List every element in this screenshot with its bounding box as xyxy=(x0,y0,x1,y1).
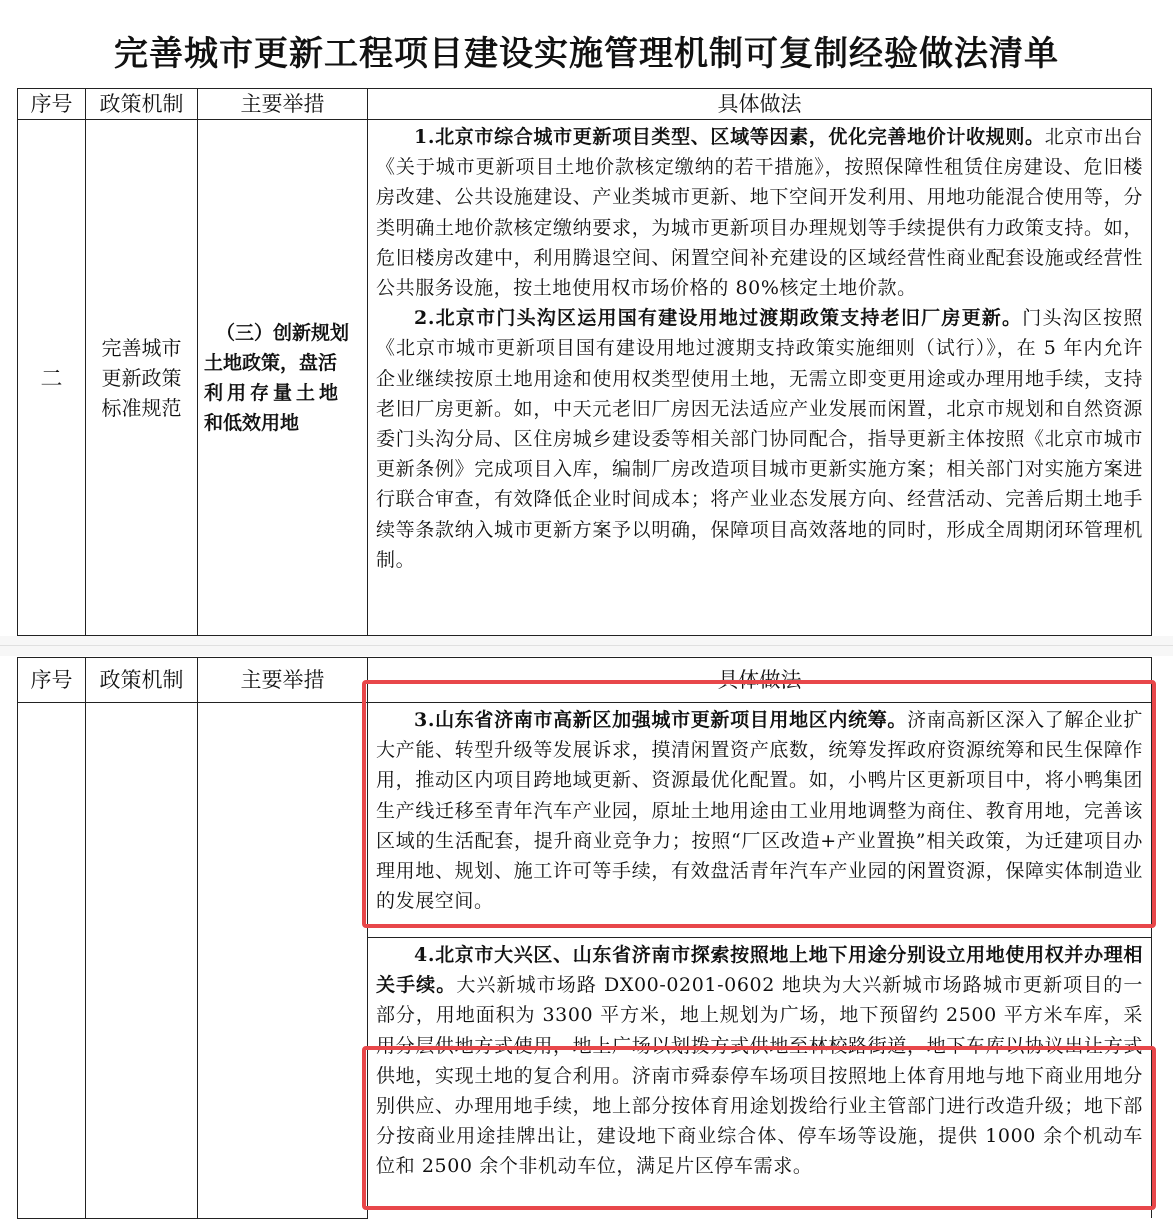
header-detail: 具体做法 xyxy=(368,89,1152,120)
measure-line: 利用存量土地 xyxy=(204,381,343,404)
practice-title: 1.北京市综合城市更新项目类型、区域等因素，优化完善地价计收规则。 xyxy=(414,126,1045,148)
practice-body: 门头沟区按照《北京市城市更新项目国有建设用地过渡期支持政策实施细则（试行）》，在 5 年内允许企业继续按原土地用途和使用权类型使用土地，无需立即变更用途或办理用地手续，支持老旧厂房更新。如，中天元老旧厂房因无法适应产业发展而闲置，北京市规划和自然资源委门头沟分局、区住房城乡建设委等相关部门协同配合，指导更新主体按照《北京市城市更新条例》完成项目入库，编制厂房改造项目城市更新实施方案；相关部门对实施方案进行联合审查，有效降低企业时间成本；将产业业态发展方向、经营活动、完善后期土地手续等条款纳入城市更新方案予以明确，保障项目高效落地的同时，形成全周期闭环管理机制。 xyxy=(376,307,1144,571)
section-number: 二 xyxy=(18,120,86,636)
header-measure: 主要举措 xyxy=(198,89,368,120)
measure-line: 土地政策，盘活 xyxy=(204,351,338,374)
practice-title: 3.山东省济南市高新区加强城市更新项目用地区内统筹。 xyxy=(414,709,908,731)
practice-title: 2.北京市门头沟区运用国有建设用地过渡期政策支持老旧厂房更新。 xyxy=(414,307,1023,330)
page-title: 完善城市更新工程项目建设实施管理机制可复制经验做法清单 xyxy=(114,34,1059,74)
header-measure: 主要举措 xyxy=(198,658,368,703)
detail-cell xyxy=(368,120,1152,636)
measure-line: 和低效用地 xyxy=(204,411,300,434)
practice-item-1 xyxy=(376,122,1143,303)
header-detail: 具体做法 xyxy=(368,658,1152,703)
main-measure-cell xyxy=(198,703,368,1219)
highlight-box xyxy=(362,680,1156,928)
policy-mechanism xyxy=(86,120,198,636)
page-break xyxy=(0,636,1173,656)
mechanism-line: 更新政策 xyxy=(101,365,182,390)
header-number: 序号 xyxy=(18,658,86,703)
practice-body: 北京市出台《关于城市更新项目土地价款核定缴纳的若干措施》，按照保障性租赁住房建设、危旧楼房改建、公共设施建设、产业类城市更新、地下空间开发利用、用地功能混合使用等，分类明确土地价款核定缴纳要求，为城市更新项目办理规划等手续提供有力政策支持。如，危旧楼房改建中，利用腾退空间、闲置空间补充建设的区域经营性商业配套设施或经营性公共服务设施，按土地使用权市场价格的 80%核定土地价款。 xyxy=(376,126,1143,300)
measure-line: （三）创新规划 xyxy=(215,321,349,344)
policy-mechanism-cell xyxy=(86,703,198,1219)
mechanism-line: 标准规范 xyxy=(101,395,182,420)
practice-body: 济南高新区深入了解企业扩大产能、转型升级等发展诉求，摸清闲置资产底数，统筹发挥政府资源统筹和民生保障作用，推动区内项目跨地域更新、资源最优化配置。如，小鸭片区更新项目中，将小鸭集团生产线迁移至青年汽车产业园，原址土地用途由工业用地调整为商住、教育用地，完善该区域的生活配套，提升商业竞争力；按照“厂区改造+产业置换”相关政策，为迁建项目办理用地、规划、施工许可等手续，有效盘活青年汽车产业园的闲置资源，保障实体制造业的发展空间。 xyxy=(376,709,1143,913)
practice-title: 4.北京市大兴区、山东省济南市探索按照地上地下用途分别设立用地使用权并办理相关手续。 xyxy=(376,944,1143,997)
table-row xyxy=(18,120,1152,636)
header-mechanism: 政策机制 xyxy=(86,658,198,703)
mechanism-line: 完善城市 xyxy=(101,335,182,360)
policy-table-top xyxy=(17,88,1152,636)
practice-item-2 xyxy=(376,303,1143,575)
header-mechanism: 政策机制 xyxy=(86,89,198,120)
table-header-row xyxy=(18,89,1152,120)
practice-body: 大兴新城市场路 DX00-0201-0602 地块为大兴新城市场路城市更新项目的一部分，用地面积为 3300 平方米，地上规划为广场，地下预留约 2500 平方米车库，采用分层供地方式使用，地上广场以划拨方式供地至林校路街道，地下车库以协议出让方式供地，实现土地的复合利用。济南市舜泰停车场项目按照地上体育用地与地下商业用地分别供应、办理用地手续，地上部分按体育用途划拨给行业主管部门进行改造升级；地下部分按商业用途挂牌出让，建设地下商业综合体、停车场等设施，提供 1000 余个机动车位和 2500 余个非机动车位，满足片区停车需求。 xyxy=(376,974,1143,1178)
header-number: 序号 xyxy=(18,89,86,120)
highlight-box xyxy=(362,1046,1156,1210)
section-number-cell xyxy=(18,703,86,1219)
main-measure xyxy=(198,120,368,636)
